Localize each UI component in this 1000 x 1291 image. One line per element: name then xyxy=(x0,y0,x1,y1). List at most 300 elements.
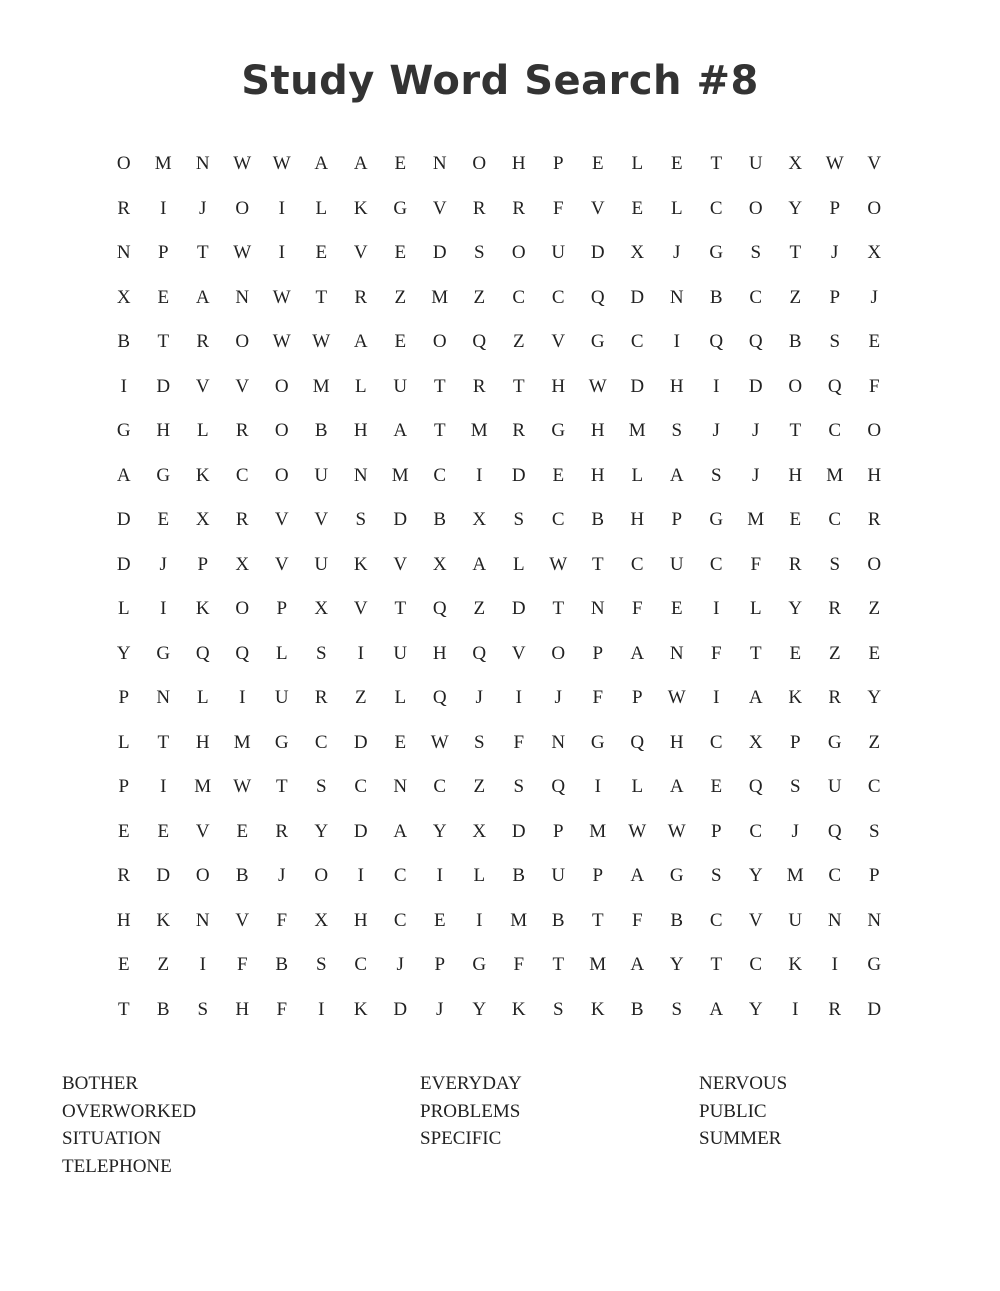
grid-letter[interactable]: D xyxy=(590,242,605,264)
grid-letter[interactable]: H xyxy=(669,375,684,397)
grid-letter[interactable]: X xyxy=(116,286,131,308)
grid-letter[interactable]: U xyxy=(551,865,566,887)
grid-letter[interactable]: E xyxy=(433,909,446,931)
grid-letter[interactable]: T xyxy=(749,642,762,664)
grid-letter[interactable]: V xyxy=(867,153,882,175)
grid-letter[interactable]: Z xyxy=(473,776,486,798)
grid-letter[interactable]: W xyxy=(272,153,291,175)
grid-letter[interactable]: I xyxy=(278,197,285,219)
grid-letter[interactable]: I xyxy=(120,375,127,397)
grid-letter[interactable]: O xyxy=(235,331,250,353)
grid-letter[interactable]: D xyxy=(393,509,408,531)
grid-letter[interactable]: R xyxy=(828,598,842,620)
grid-letter[interactable]: P xyxy=(552,820,564,842)
grid-letter[interactable]: R xyxy=(275,820,289,842)
grid-letter[interactable]: D xyxy=(353,820,368,842)
grid-letter[interactable]: E xyxy=(157,820,170,842)
grid-letter[interactable]: O xyxy=(116,153,131,175)
grid-letter[interactable]: L xyxy=(749,598,762,620)
grid-letter[interactable]: B xyxy=(630,998,644,1020)
grid-letter[interactable]: Q xyxy=(827,375,842,397)
grid-letter[interactable]: H xyxy=(511,153,526,175)
grid-letter[interactable]: Q xyxy=(472,642,487,664)
grid-letter[interactable]: T xyxy=(315,286,328,308)
grid-letter[interactable]: X xyxy=(235,553,250,575)
grid-letter[interactable]: G xyxy=(590,731,605,753)
grid-letter[interactable]: W xyxy=(272,331,291,353)
grid-letter[interactable]: Z xyxy=(512,331,525,353)
grid-letter[interactable]: R xyxy=(512,420,526,442)
grid-letter[interactable]: L xyxy=(196,420,209,442)
grid-letter[interactable]: H xyxy=(353,909,368,931)
grid-letter[interactable]: J xyxy=(673,242,681,264)
grid-letter[interactable]: O xyxy=(472,153,487,175)
grid-letter[interactable]: U xyxy=(393,642,408,664)
grid-letter[interactable]: I xyxy=(160,598,167,620)
grid-letter[interactable]: C xyxy=(749,820,763,842)
grid-letter[interactable]: I xyxy=(239,687,246,709)
grid-letter[interactable]: K xyxy=(511,998,526,1020)
grid-letter[interactable]: P xyxy=(552,153,564,175)
grid-letter[interactable]: W xyxy=(628,820,647,842)
grid-letter[interactable]: N xyxy=(867,909,882,931)
grid-letter[interactable]: R xyxy=(828,998,842,1020)
grid-letter[interactable]: B xyxy=(314,420,328,442)
grid-letter[interactable]: O xyxy=(511,242,526,264)
grid-letter[interactable]: Y xyxy=(748,998,763,1020)
grid-letter[interactable]: V xyxy=(551,331,566,353)
grid-letter[interactable]: V xyxy=(511,642,526,664)
grid-letter[interactable]: O xyxy=(432,331,447,353)
grid-letter[interactable]: X xyxy=(195,509,210,531)
grid-letter[interactable]: A xyxy=(709,998,724,1020)
grid-letter[interactable]: R xyxy=(117,197,131,219)
grid-letter[interactable]: C xyxy=(433,776,447,798)
grid-letter[interactable]: E xyxy=(868,331,881,353)
grid-letter[interactable]: D xyxy=(432,242,447,264)
grid-letter[interactable]: G xyxy=(472,954,487,976)
grid-letter[interactable]: I xyxy=(673,331,680,353)
grid-letter[interactable]: L xyxy=(631,153,644,175)
grid-letter[interactable]: B xyxy=(156,998,170,1020)
grid-letter[interactable]: K xyxy=(156,909,171,931)
grid-letter[interactable]: Z xyxy=(868,598,881,620)
grid-letter[interactable]: K xyxy=(788,687,803,709)
grid-letter[interactable]: O xyxy=(788,375,803,397)
grid-letter[interactable]: S xyxy=(197,998,209,1020)
grid-letter[interactable]: S xyxy=(710,464,722,486)
grid-letter[interactable]: V xyxy=(235,375,250,397)
grid-letter[interactable]: W xyxy=(233,153,252,175)
grid-letter[interactable]: Z xyxy=(473,598,486,620)
grid-letter[interactable]: H xyxy=(788,464,803,486)
grid-letter[interactable]: L xyxy=(394,687,407,709)
grid-letter[interactable]: F xyxy=(631,598,643,620)
grid-letter[interactable]: C xyxy=(235,464,249,486)
grid-letter[interactable]: S xyxy=(829,553,841,575)
grid-letter[interactable]: S xyxy=(789,776,801,798)
grid-letter[interactable]: I xyxy=(357,865,364,887)
grid-letter[interactable]: W xyxy=(233,242,252,264)
grid-letter[interactable]: E xyxy=(789,509,802,531)
grid-letter[interactable]: G xyxy=(827,731,842,753)
grid-letter[interactable]: E xyxy=(710,776,723,798)
grid-letter[interactable]: A xyxy=(195,286,210,308)
grid-letter[interactable]: H xyxy=(156,420,171,442)
grid-letter[interactable]: F xyxy=(276,998,288,1020)
grid-letter[interactable]: V xyxy=(235,909,250,931)
grid-letter[interactable]: N xyxy=(393,776,408,798)
grid-letter[interactable]: P xyxy=(829,197,841,219)
grid-letter[interactable]: B xyxy=(235,865,249,887)
grid-letter[interactable]: T xyxy=(433,420,446,442)
grid-letter[interactable]: U xyxy=(827,776,842,798)
grid-letter[interactable]: S xyxy=(315,642,327,664)
grid-letter[interactable]: U xyxy=(788,909,803,931)
grid-letter[interactable]: Z xyxy=(157,954,170,976)
grid-letter[interactable]: S xyxy=(710,865,722,887)
grid-letter[interactable]: I xyxy=(357,642,364,664)
grid-letter[interactable]: B xyxy=(788,331,802,353)
grid-letter[interactable]: P xyxy=(631,687,643,709)
grid-letter[interactable]: S xyxy=(750,242,762,264)
grid-letter[interactable]: J xyxy=(396,954,404,976)
grid-letter[interactable]: I xyxy=(792,998,799,1020)
grid-letter[interactable]: Z xyxy=(828,642,841,664)
grid-letter[interactable]: O xyxy=(274,375,289,397)
grid-letter[interactable]: W xyxy=(667,820,686,842)
grid-letter[interactable]: C xyxy=(828,865,842,887)
grid-letter[interactable]: H xyxy=(195,731,210,753)
grid-letter[interactable]: V xyxy=(393,553,408,575)
grid-letter[interactable]: B xyxy=(709,286,723,308)
grid-letter[interactable]: F xyxy=(276,909,288,931)
grid-letter[interactable]: W xyxy=(233,776,252,798)
grid-letter[interactable]: Y xyxy=(788,197,803,219)
grid-letter[interactable]: N xyxy=(353,464,368,486)
grid-letter[interactable]: P xyxy=(118,687,130,709)
grid-letter[interactable]: Q xyxy=(827,820,842,842)
grid-letter[interactable]: G xyxy=(551,420,566,442)
grid-letter[interactable]: V xyxy=(748,909,763,931)
grid-letter[interactable]: M xyxy=(510,909,528,931)
grid-letter[interactable]: S xyxy=(868,820,880,842)
grid-letter[interactable]: C xyxy=(828,420,842,442)
grid-letter[interactable]: J xyxy=(791,820,799,842)
grid-letter[interactable]: Q xyxy=(432,687,447,709)
grid-letter[interactable]: H xyxy=(630,509,645,531)
grid-letter[interactable]: C xyxy=(630,553,644,575)
grid-letter[interactable]: J xyxy=(554,687,562,709)
grid-letter[interactable]: L xyxy=(512,553,525,575)
grid-letter[interactable]: I xyxy=(436,865,443,887)
grid-letter[interactable]: G xyxy=(156,464,171,486)
grid-letter[interactable]: L xyxy=(117,598,130,620)
grid-letter[interactable]: P xyxy=(276,598,288,620)
grid-letter[interactable]: A xyxy=(472,553,487,575)
grid-letter[interactable]: X xyxy=(748,731,763,753)
grid-letter[interactable]: Z xyxy=(394,286,407,308)
grid-letter[interactable]: S xyxy=(315,776,327,798)
grid-letter[interactable]: A xyxy=(669,776,684,798)
grid-letter[interactable]: N xyxy=(827,909,842,931)
grid-letter[interactable]: C xyxy=(709,197,723,219)
grid-letter[interactable]: O xyxy=(867,420,882,442)
grid-letter[interactable]: L xyxy=(670,197,683,219)
grid-letter[interactable]: I xyxy=(160,197,167,219)
grid-letter[interactable]: A xyxy=(353,331,368,353)
grid-letter[interactable]: H xyxy=(116,909,131,931)
grid-letter[interactable]: A xyxy=(393,820,408,842)
grid-letter[interactable]: F xyxy=(513,731,525,753)
grid-letter[interactable]: O xyxy=(274,420,289,442)
grid-letter[interactable]: K xyxy=(195,464,210,486)
grid-letter[interactable]: R xyxy=(867,509,881,531)
grid-letter[interactable]: D xyxy=(116,509,131,531)
grid-letter[interactable]: J xyxy=(831,242,839,264)
grid-letter[interactable]: E xyxy=(117,820,130,842)
grid-letter[interactable]: C xyxy=(433,464,447,486)
grid-letter[interactable]: E xyxy=(394,331,407,353)
grid-letter[interactable]: S xyxy=(513,509,525,531)
grid-letter[interactable]: M xyxy=(312,375,330,397)
grid-letter[interactable]: X xyxy=(788,153,803,175)
grid-letter[interactable]: R xyxy=(472,375,486,397)
grid-letter[interactable]: D xyxy=(353,731,368,753)
grid-letter[interactable]: C xyxy=(749,954,763,976)
grid-letter[interactable]: I xyxy=(278,242,285,264)
grid-letter[interactable]: B xyxy=(275,954,289,976)
grid-letter[interactable]: H xyxy=(551,375,566,397)
grid-letter[interactable]: V xyxy=(353,598,368,620)
grid-letter[interactable]: S xyxy=(315,954,327,976)
grid-letter[interactable]: W xyxy=(430,731,449,753)
grid-letter[interactable]: S xyxy=(829,331,841,353)
grid-letter[interactable]: Y xyxy=(788,598,803,620)
grid-letter[interactable]: O xyxy=(274,464,289,486)
grid-letter[interactable]: E xyxy=(394,153,407,175)
grid-letter[interactable]: V xyxy=(274,553,289,575)
grid-letter[interactable]: Q xyxy=(195,642,210,664)
grid-letter[interactable]: M xyxy=(628,420,646,442)
grid-letter[interactable]: C xyxy=(551,509,565,531)
grid-letter[interactable]: U xyxy=(393,375,408,397)
grid-letter[interactable]: I xyxy=(476,464,483,486)
grid-letter[interactable]: P xyxy=(671,509,683,531)
grid-letter[interactable]: X xyxy=(630,242,645,264)
grid-letter[interactable]: Y xyxy=(669,954,684,976)
grid-letter[interactable]: E xyxy=(157,509,170,531)
grid-letter[interactable]: M xyxy=(826,464,844,486)
grid-letter[interactable]: N xyxy=(235,286,250,308)
grid-letter[interactable]: R xyxy=(235,509,249,531)
grid-letter[interactable]: T xyxy=(789,420,802,442)
grid-letter[interactable]: G xyxy=(116,420,131,442)
grid-letter[interactable]: B xyxy=(433,509,447,531)
grid-letter[interactable]: T xyxy=(591,553,604,575)
grid-letter[interactable]: A xyxy=(314,153,329,175)
grid-letter[interactable]: R xyxy=(788,553,802,575)
grid-letter[interactable]: P xyxy=(118,776,130,798)
grid-letter[interactable]: P xyxy=(434,954,446,976)
grid-letter[interactable]: Q xyxy=(472,331,487,353)
grid-letter[interactable]: S xyxy=(473,731,485,753)
grid-letter[interactable]: Z xyxy=(354,687,367,709)
grid-letter[interactable]: Q xyxy=(748,331,763,353)
grid-letter[interactable]: E xyxy=(315,242,328,264)
grid-letter[interactable]: Z xyxy=(473,286,486,308)
grid-letter[interactable]: R xyxy=(472,197,486,219)
grid-letter[interactable]: C xyxy=(314,731,328,753)
grid-letter[interactable]: E xyxy=(670,153,683,175)
grid-letter[interactable]: V xyxy=(432,197,447,219)
grid-letter[interactable]: Q xyxy=(551,776,566,798)
grid-letter[interactable]: T xyxy=(433,375,446,397)
grid-letter[interactable]: I xyxy=(594,776,601,798)
grid-letter[interactable]: J xyxy=(436,998,444,1020)
grid-letter[interactable]: C xyxy=(749,286,763,308)
grid-letter[interactable]: Q xyxy=(235,642,250,664)
grid-letter[interactable]: T xyxy=(552,598,565,620)
grid-letter[interactable]: A xyxy=(393,420,408,442)
grid-letter[interactable]: X xyxy=(472,820,487,842)
grid-letter[interactable]: M xyxy=(154,153,172,175)
grid-letter[interactable]: G xyxy=(590,331,605,353)
grid-letter[interactable]: K xyxy=(353,998,368,1020)
grid-letter[interactable]: N xyxy=(432,153,447,175)
grid-letter[interactable]: F xyxy=(710,642,722,664)
grid-letter[interactable]: W xyxy=(825,153,844,175)
grid-letter[interactable]: T xyxy=(394,598,407,620)
grid-letter[interactable]: G xyxy=(709,509,724,531)
grid-letter[interactable]: N xyxy=(590,598,605,620)
grid-letter[interactable]: E xyxy=(117,954,130,976)
grid-letter[interactable]: Z xyxy=(868,731,881,753)
grid-letter[interactable]: A xyxy=(630,865,645,887)
grid-letter[interactable]: E xyxy=(591,153,604,175)
grid-letter[interactable]: X xyxy=(314,909,329,931)
grid-letter[interactable]: P xyxy=(789,731,801,753)
grid-letter[interactable]: C xyxy=(867,776,881,798)
grid-letter[interactable]: M xyxy=(391,464,409,486)
grid-letter[interactable]: Q xyxy=(432,598,447,620)
grid-letter[interactable]: B xyxy=(512,865,526,887)
grid-letter[interactable]: W xyxy=(667,687,686,709)
grid-letter[interactable]: H xyxy=(353,420,368,442)
grid-letter[interactable]: C xyxy=(393,909,407,931)
grid-letter[interactable]: D xyxy=(156,375,171,397)
grid-letter[interactable]: Q xyxy=(630,731,645,753)
grid-letter[interactable]: L xyxy=(473,865,486,887)
grid-letter[interactable]: R xyxy=(314,687,328,709)
grid-letter[interactable]: A xyxy=(353,153,368,175)
grid-letter[interactable]: F xyxy=(236,954,248,976)
grid-letter[interactable]: K xyxy=(353,197,368,219)
grid-letter[interactable]: S xyxy=(513,776,525,798)
grid-letter[interactable]: U xyxy=(274,687,289,709)
grid-letter[interactable]: E xyxy=(394,731,407,753)
grid-letter[interactable]: Z xyxy=(789,286,802,308)
grid-letter[interactable]: Y xyxy=(472,998,487,1020)
grid-letter[interactable]: D xyxy=(156,865,171,887)
grid-letter[interactable]: X xyxy=(867,242,882,264)
grid-letter[interactable]: A xyxy=(748,687,763,709)
grid-letter[interactable]: W xyxy=(588,375,607,397)
grid-letter[interactable]: N xyxy=(669,642,684,664)
grid-letter[interactable]: T xyxy=(789,242,802,264)
grid-letter[interactable]: P xyxy=(592,642,604,664)
grid-letter[interactable]: M xyxy=(786,865,804,887)
grid-letter[interactable]: U xyxy=(314,553,329,575)
grid-letter[interactable]: B xyxy=(117,331,131,353)
grid-letter[interactable]: E xyxy=(394,242,407,264)
grid-letter[interactable]: X xyxy=(432,553,447,575)
grid-letter[interactable]: F xyxy=(592,687,604,709)
grid-letter[interactable]: Y xyxy=(748,865,763,887)
grid-letter[interactable]: D xyxy=(511,598,526,620)
grid-letter[interactable]: S xyxy=(552,998,564,1020)
grid-letter[interactable]: J xyxy=(278,865,286,887)
grid-letter[interactable]: H xyxy=(867,464,882,486)
grid-letter[interactable]: Y xyxy=(116,642,131,664)
grid-letter[interactable]: U xyxy=(669,553,684,575)
grid-letter[interactable]: C xyxy=(709,731,723,753)
grid-letter[interactable]: Y xyxy=(314,820,329,842)
grid-letter[interactable]: G xyxy=(393,197,408,219)
grid-letter[interactable]: I xyxy=(713,375,720,397)
grid-letter[interactable]: N xyxy=(669,286,684,308)
grid-letter[interactable]: D xyxy=(748,375,763,397)
grid-letter[interactable]: K xyxy=(353,553,368,575)
grid-letter[interactable]: Q xyxy=(709,331,724,353)
grid-letter[interactable]: P xyxy=(829,286,841,308)
grid-letter[interactable]: O xyxy=(235,598,250,620)
grid-letter[interactable]: T xyxy=(512,375,525,397)
grid-letter[interactable]: A xyxy=(669,464,684,486)
grid-letter[interactable]: F xyxy=(513,954,525,976)
grid-letter[interactable]: I xyxy=(713,687,720,709)
grid-letter[interactable]: V xyxy=(353,242,368,264)
grid-letter[interactable]: W xyxy=(312,331,331,353)
grid-letter[interactable]: S xyxy=(473,242,485,264)
grid-letter[interactable]: Y xyxy=(432,820,447,842)
grid-letter[interactable]: W xyxy=(549,553,568,575)
grid-letter[interactable]: S xyxy=(671,420,683,442)
grid-letter[interactable]: C xyxy=(709,553,723,575)
grid-letter[interactable]: O xyxy=(235,197,250,219)
grid-letter[interactable]: K xyxy=(590,998,605,1020)
grid-letter[interactable]: C xyxy=(393,865,407,887)
grid-letter[interactable]: R xyxy=(512,197,526,219)
grid-letter[interactable]: H xyxy=(590,420,605,442)
grid-letter[interactable]: C xyxy=(630,331,644,353)
grid-letter[interactable]: N xyxy=(156,687,171,709)
grid-letter[interactable]: B xyxy=(670,909,684,931)
grid-letter[interactable]: O xyxy=(551,642,566,664)
grid-letter[interactable]: U xyxy=(551,242,566,264)
grid-letter[interactable]: E xyxy=(552,464,565,486)
grid-letter[interactable]: I xyxy=(515,687,522,709)
grid-letter[interactable]: O xyxy=(314,865,329,887)
grid-letter[interactable]: T xyxy=(157,331,170,353)
grid-letter[interactable]: N xyxy=(551,731,566,753)
grid-letter[interactable]: J xyxy=(159,553,167,575)
grid-letter[interactable]: F xyxy=(868,375,880,397)
grid-letter[interactable]: T xyxy=(552,954,565,976)
grid-letter[interactable]: M xyxy=(589,820,607,842)
grid-letter[interactable]: E xyxy=(236,820,249,842)
grid-letter[interactable]: K xyxy=(195,598,210,620)
